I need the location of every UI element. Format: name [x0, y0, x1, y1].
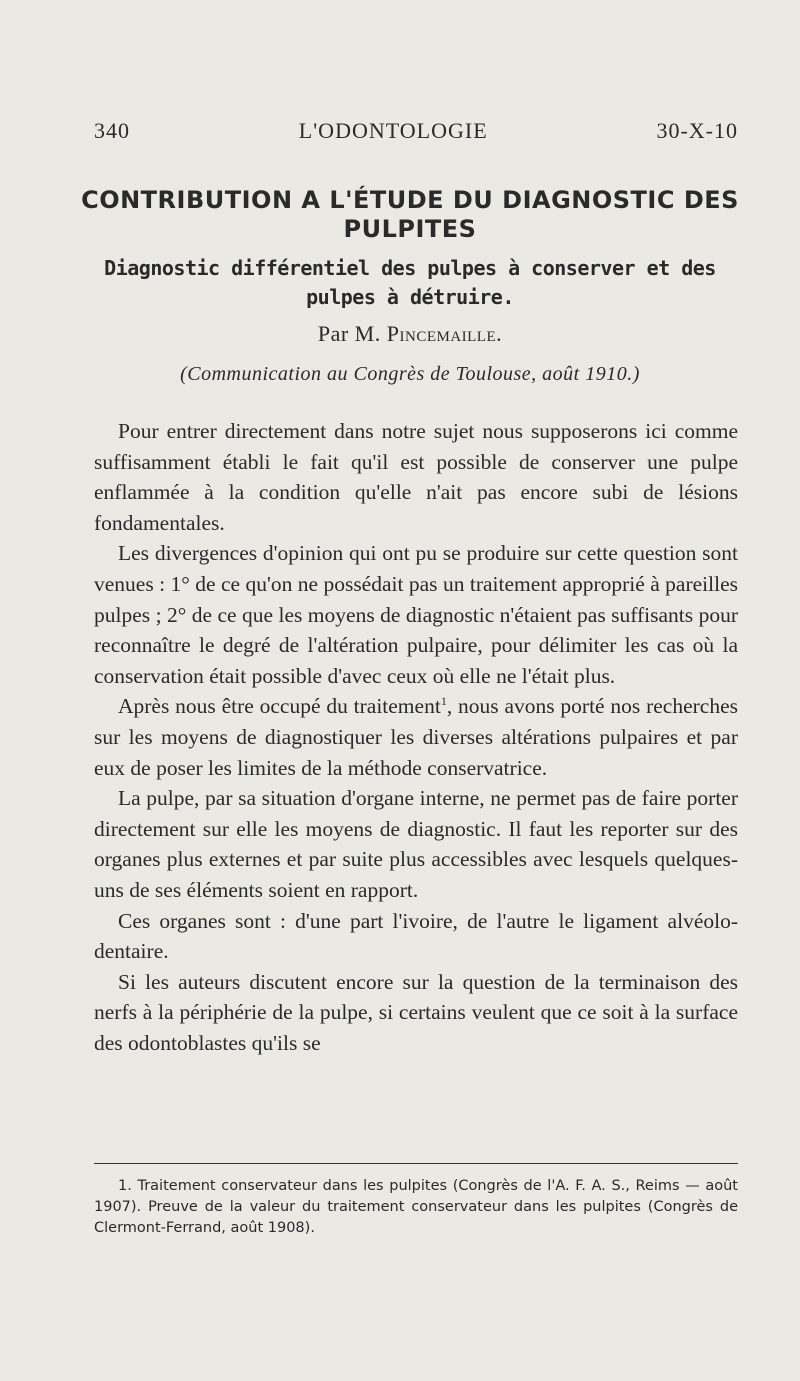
- article-subtitle: Diagnostic différentiel des pulpes à conserver et des pulpes à détruire.: [104, 256, 716, 309]
- issue-date: 30-X-10: [656, 118, 738, 143]
- journal-name: L'ODONTOLOGIE: [298, 118, 488, 143]
- footnote-divider: [94, 1163, 738, 1164]
- footnote: [94, 1176, 738, 1239]
- paragraph-text: Après nous être occupé du traitement: [118, 694, 441, 719]
- paragraph: Ces organes sont : d'une part l'ivoire, de l'autre le ligament alvéolo-dentaire.: [94, 908, 738, 964]
- paragraph-text: , nous avons porté nos recherches sur les moyens de diagnostiquer les diverses altérations pulpaires et par eux de poser les limites de la méthode conservatrice.: [94, 694, 738, 780]
- author-line: [80, 321, 740, 347]
- communication-note: (Communication au Congrès de Toulouse, août 1910.): [180, 363, 640, 385]
- paragraph: Si les auteurs discutent encore sur la question de la terminaison des nerfs à la périphérie de la pulpe, si certains veulent que ce soit à la surface des odontoblastes qu'ils se: [94, 969, 738, 1055]
- paragraph: Les divergences d'opinion qui ont pu se produire sur cette question sont venues : 1° de ce qu'on ne possédait pas un traitement approprié à pareilles pulpes ; 2° de ce que les moyens de diagnostic n'étaient pas suffisants pour reconnaître le degré de l'altération pulpaire, pour délimiter les cas où la conservation était possible d'avec ceux où elle ne l'était plus.: [94, 541, 738, 688]
- paragraph: La pulpe, par sa situation d'organe interne, ne permet pas de faire porter directement sur elle les moyens de diagnostic. Il faut les reporter sur des organes plus externes et par suite plus accessibles avec lesquels quelques-uns de ses éléments soient en rapport.: [94, 786, 738, 902]
- article-title: CONTRIBUTION A L'ÉTUDE DU DIAGNOSTIC DES PULPITES: [81, 186, 739, 243]
- footnote-reference: 1: [440, 694, 447, 709]
- page-number: 340: [94, 118, 130, 143]
- author-prefix: Par M.: [317, 321, 381, 346]
- article-body: [94, 416, 738, 1058]
- author-name: Pincemaille.: [386, 321, 503, 346]
- running-header: [94, 118, 738, 144]
- paragraph: [94, 691, 738, 783]
- footnote-text: 1. Traitement conservateur dans les pulpites (Congrès de l'A. F. A. S., Reims — août 1907). Preuve de la valeur du traitement conservateur dans les pulpites (Congrès de Clermont-Ferrand, août 1908).: [94, 1178, 738, 1236]
- paragraph: Pour entrer directement dans notre sujet nous supposerons ici comme suffisamment établi le fait qu'il est possible de conserver une pulpe enflammée à la condition qu'elle n'ait pas encore subi de lésions fondamentales.: [94, 419, 738, 535]
